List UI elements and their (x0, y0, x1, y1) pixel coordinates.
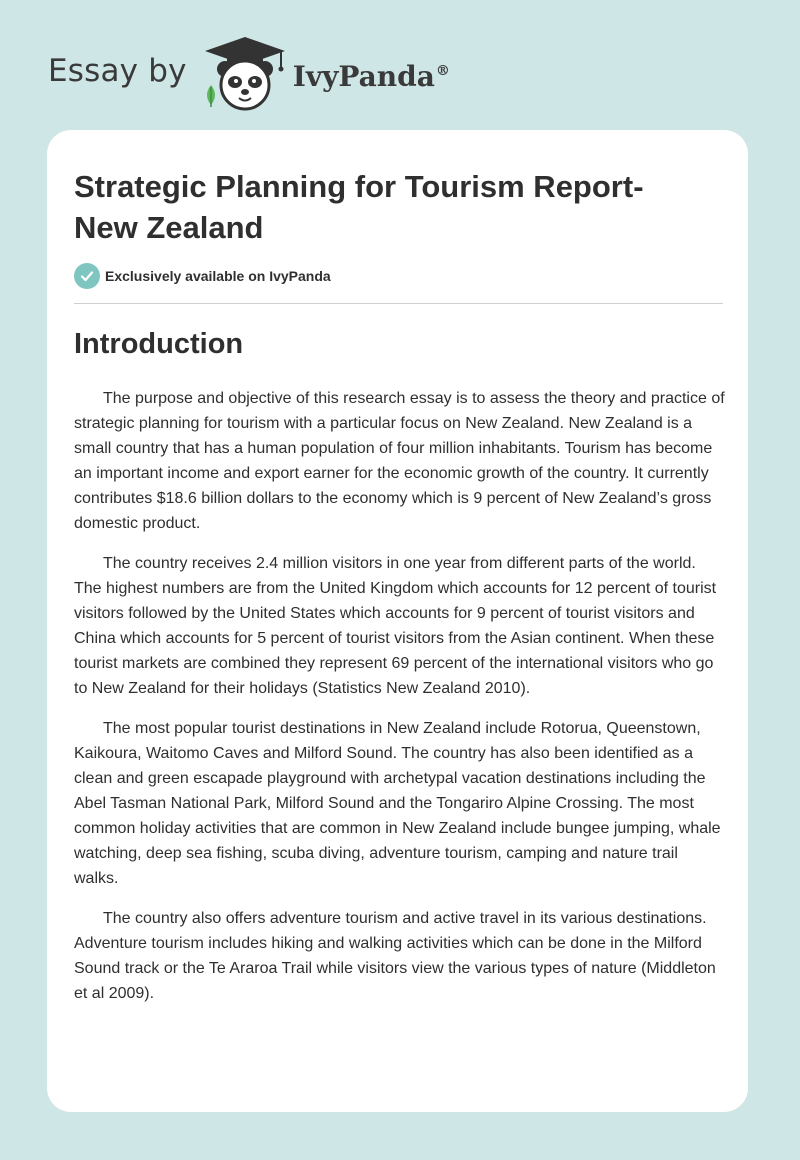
essay-body (74, 386, 726, 1021)
page-title: Strategic Planning for Tourism Report- New Zealand (74, 169, 644, 245)
paragraph: The most popular tourist destinations in New Zealand include Rotorua, Queenstown, Kaikoura, Waitomo Caves and Milford Sound. The country has also been identified as a clean and green escapade playground with archetypal vacation destinations including the Abel Tasman National Park, Milford Sound and the Tongariro Alpine Crossing. The most common holiday activities that are common in New Zealand include bungee jumping, whale watching, deep sea fishing, scuba diving, adventure tourism, camping and nature trail walks. (74, 720, 721, 887)
site-logo[interactable] (48, 34, 450, 114)
leaf-icon (207, 85, 215, 107)
paragraph: The purpose and objective of this research essay is to assess the theory and practice of strategic planning for tourism with a particular focus on New Zealand. New Zealand is a small country that has a human population of four million inhabitants. Tourism has become an important income and export earner for the economic growth of the country. It currently contributes $18.6 billion dollars to the economy which is 9 percent of New Zealand’s gross domestic product. (74, 390, 725, 532)
check-icon (74, 263, 100, 289)
badge-label: Exclusively available on IvyPanda (105, 268, 331, 284)
paragraph: The country receives 2.4 million visitors in one year from different parts of the world. The highest numbers are from the United Kingdom which accounts for 12 percent of tourist visitors followed by the United States which accounts for 9 percent of tourist visitors and China which accounts for 5 percent of tourist visitors from the Asian continent. When these tourist markets are combined they represent 69 percent of the international visitors who go to New Zealand for their holidays (Statistics New Zealand 2010). (74, 555, 717, 697)
panda-graduate-icon (201, 35, 289, 113)
paragraph: The country also offers adventure tourism and active travel in its various destinations. Adventure tourism includes hiking and walking activities which can be done in the Milford Sound track or the Te Araroa Trail while visitors view the various types of nature (Middleton et al 2009). (74, 910, 716, 1002)
essay-card (47, 130, 748, 1112)
section-heading: Introduction (74, 328, 244, 360)
registered-mark: ® (435, 63, 450, 80)
exclusive-badge (74, 263, 331, 289)
brand-prefix: Essay by (48, 53, 187, 89)
brand-name: IvyPanda® (292, 59, 450, 93)
divider (74, 303, 723, 304)
